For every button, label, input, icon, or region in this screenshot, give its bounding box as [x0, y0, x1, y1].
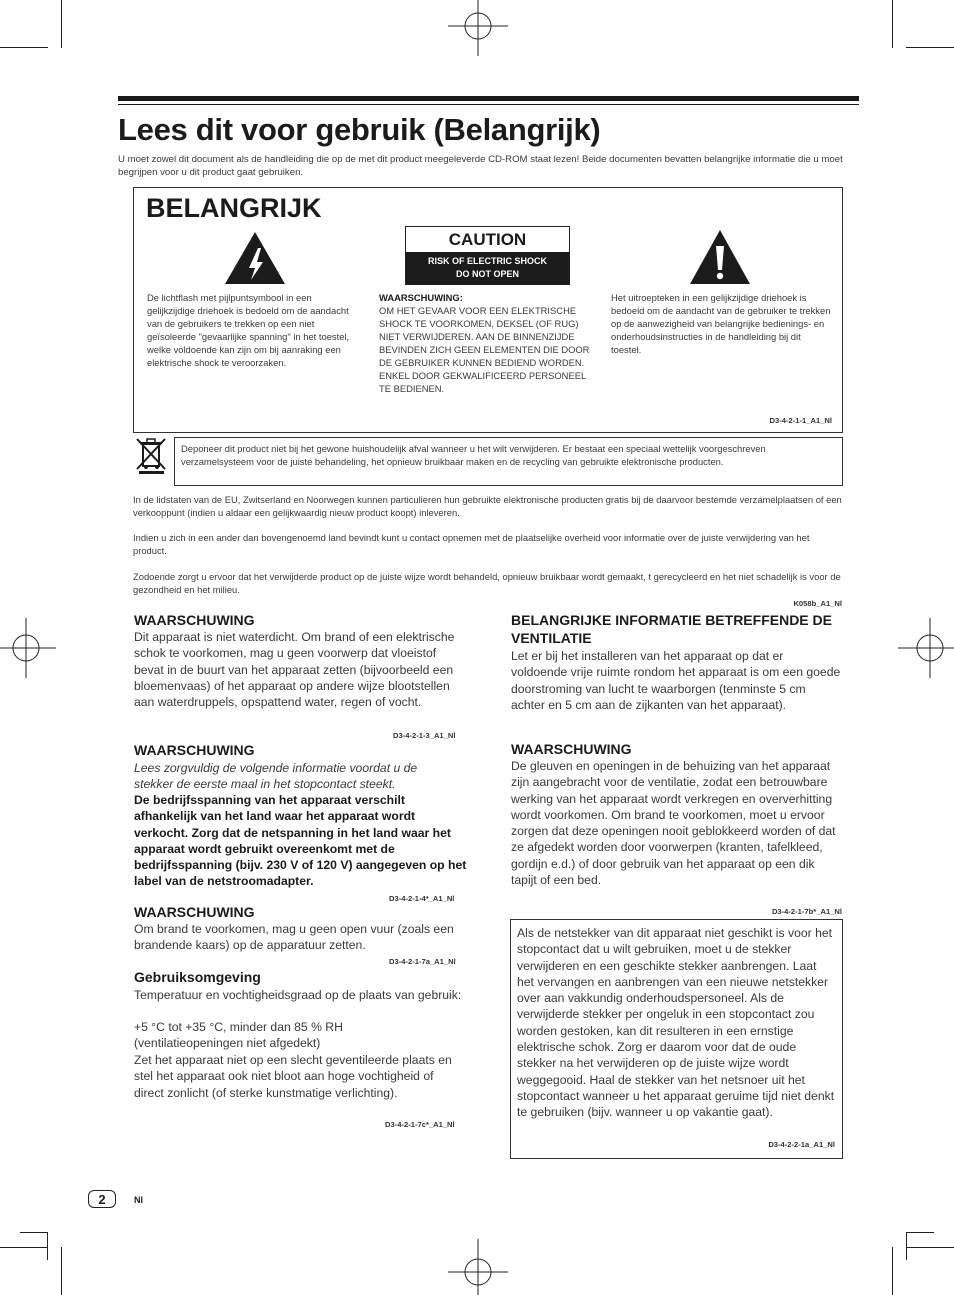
intro-text: U moet zowel dit document als de handleiding die op de met dit product meegeleverde CD-ROM staat lezen! Beide documenten bevatten belangrijke informatie die u moet begrijpen voor u dit product gaat gebruiken.: [118, 154, 843, 178]
electric-shock-warning-icon: [223, 230, 287, 286]
caution-title: CAUTION: [448, 230, 527, 249]
registration-mark-top: [448, 0, 508, 56]
left-warning-heading-1: WAARSCHUWING: [134, 612, 255, 628]
caution-line-1: RISK OF ELECTRIC SHOCK: [427, 256, 547, 266]
environment-text-3: Zet het apparaat niet op een slecht geventileerde plaats en stel het apparaat ook niet bloot aan hoge vochtigheid of direct zonlicht (of sterke kunstmatige verlichting).: [134, 1053, 452, 1100]
crossed-bin-icon: [134, 436, 168, 474]
important-heading: BELANGRIJK: [146, 193, 322, 223]
registration-mark-left: [0, 618, 56, 678]
page-number: 2: [88, 1190, 116, 1208]
caution-banner: [406, 252, 569, 284]
ventilation-heading: BELANGRIJKE INFORMATIE BETREFFENDE DE VENTILATIE: [511, 612, 832, 646]
disposal-para-1: In de lidstaten van de EU, Zwitserland en Noorwegen kunnen particulieren hun gebruikte elektronische producten gratis bij de daarvoor bestemde verzamelplaatsen of een verkooppunt (indien u aldaar een gelijkwaardig nieuw product koopt) inleveren.: [133, 494, 842, 518]
language-code: Nl: [134, 1195, 143, 1205]
registration-mark-bottom: [448, 1239, 508, 1295]
disposal-para-2: Indien u zich in een ander dan bovengenoemd land bevindt kunt u contact opnemen met de plaatselijke overheid voor informatie over de juiste verwijdering van het product.: [133, 532, 810, 556]
left-warning-italic-2: Lees zorgvuldig de volgende informatie voordat u de stekker de eerste maal in het stopcontact steekt.: [134, 761, 418, 792]
left-code-2: D3-4-2-1-4*_A1_Nl: [389, 894, 455, 903]
left-warning-bold-2: De bedrijfsspanning van het apparaat verschilt afhankelijk van het land waar het apparaat wordt verkocht. Zorg dat de netspanning in het land waar het apparaat wordt gebruikt overeenkomt met de bedrijfsspanning (bijv. 230 V of 120 V) aangegeven op het label van de netstroomadapter.: [134, 793, 467, 889]
warning-uppercase-text: OM HET GEVAAR VOOR EEN ELEKTRISCHE SHOCK TE VOORKOMEN, DEKSEL (OF RUG) NIET VERWIJDEREN. AAN DE BINNENZIJDE BEVINDEN ZICH GEEN ELEMENTEN DIE DOOR DE GEBRUIKER KUNNEN BEDIEND WORDEN. ENKEL DOOR GEKWALIFICEERD PERSONEEL TE BEDIENEN.: [379, 305, 590, 394]
ventilation-text: Let er bij het installeren van het apparaat op dat er voldoende vrije ruimte rondom het apparaat is om een goede doorstroming van lucht te waarborgen (tenminste 5 cm achter en 5 cm aan de zijkanten van het apparaat).: [511, 649, 841, 712]
right-warning-heading: WAARSCHUWING: [511, 741, 632, 757]
environment-text-2: +5 °C tot +35 °C, minder dan 85 % RH (ventilatieopeningen niet afgedekt): [134, 1020, 343, 1051]
left-code-1: D3-4-2-1-3_A1_Nl: [393, 731, 456, 740]
plug-notice-code: D3-4-2-2-1a_A1_Nl: [768, 1140, 835, 1149]
header-rule-thin: [118, 104, 859, 105]
left-warning-heading-3: WAARSCHUWING: [134, 904, 255, 920]
warning-label: WAARSCHUWING:: [379, 292, 463, 303]
page-title: Lees dit voor gebruik (Belangrijk): [118, 112, 601, 147]
environment-text-1: Temperatuur en vochtigheidsgraad op de plaats van gebruik:: [134, 988, 462, 1002]
plug-notice-text: Als de netstekker van dit apparaat niet geschikt is voor het stopcontact dat u wilt gebruiken, moet u de stekker verwijderen en een geschikte stekker aanbrengen. Laat het vervangen en aanbrengen van een nieuwe netstekker over aan vakkundig onderhoudspersoneel. Als de verwijderde stekker per ongeluk in een stopcontact zou worden gestoken, kan dit resulteren in een ernstige elektrische schok. Zorg er daarom voor dat de oude stekker na het verwijderen op de juiste wijze wordt weggegooid. Haal de stekker van het netsnoer uit het stopcontact wanneer u het apparaat geruime tijd niet denkt te gebruiken (bijv. wanneer u op vakantie gaat).: [517, 926, 835, 1120]
right-warning-text: De gleuven en openingen in de behuizing van het apparaat zijn aangebracht voor de ventilatie, zodat een betrouwbare werking van het apparaat wordt verkregen en oververhitting wordt voorkomen. Om brand te voorkomen, moet u ervoor zorgen dat deze openingen nooit geblokkeerd worden of dat ze afgedekt worden door voorwerpen (kranten, tafelkleed, gordijn e.d.) of door gebruik van het apparaat op een dik tapijt of een bed.: [511, 759, 836, 888]
important-code: D3-4-2-1-1_A1_Nl: [769, 416, 832, 425]
environment-heading: Gebruiksomgeving: [134, 969, 261, 985]
disposal-code: K058b_A1_Nl: [793, 599, 842, 608]
left-warning-heading-2: WAARSCHUWING: [134, 742, 255, 758]
lightning-symbol-text: De lichtflash met pijlpuntsymbool in een gelijkzijdige driehoek is bedoeld om de aandacht van de gebruikers te trekken op een niet geïsoleerde "gevaarlijke spanning" in het toestel, welke voldoende kan zijn om bij aanraking een elektrische shock te veroorzaken.: [147, 292, 350, 368]
caution-label: [405, 226, 570, 285]
registration-mark-right: [898, 618, 954, 678]
caution-line-2: DO NOT OPEN: [455, 269, 519, 279]
right-code-1: D3-4-2-1-7b*_A1_Nl: [771, 907, 842, 916]
exclamation-warning-icon: [688, 228, 752, 286]
left-warning-text-1: Dit apparaat is niet waterdicht. Om brand of een elektrische schok te voorkomen, mag u geen voorwerp dat vloeistof bevat in de buurt van het apparaat zetten (bijvoorbeeld een bloemenvaas) of het apparaat op andere wijze blootstellen aan waterdruppels, opspattend water, regen of vocht.: [134, 630, 455, 710]
exclamation-symbol-text: Het uitroepteken in een gelijkzijdige driehoek is bedoeld om de aandacht van de gebruiker te trekken op de aanwezigheid van belangrijke bedienings- en onderhoudsinstructies in de handleiding bij dit toestel.: [611, 292, 831, 355]
disposal-box-text: Deponeer dit product niet bij het gewone huishoudelijk afval wanneer u het wilt verwijderen. Er bestaat een speciaal wettelijk voorgeschreven verzamelsysteem voor de juiste behandeling, het opnieuw bruikbaar maken en de recycling van gebruikte elektronische producten.: [181, 443, 766, 467]
left-code-3: D3-4-2-1-7a_A1_Nl: [389, 957, 456, 966]
disposal-para-3: Zodoende zorgt u ervoor dat het verwijderde product op de juiste wijze wordt behandeld, opnieuw bruikbaar wordt gemaakt, t gerecycleerd en het niet schadelijk is voor de gezondheid en het milieu.: [133, 571, 841, 595]
left-warning-text-3: Om brand te voorkomen, mag u geen open vuur (zoals een brandende kaars) op de apparatuur zetten.: [134, 922, 454, 953]
left-code-4: D3-4-2-1-7c*_A1_Nl: [385, 1120, 455, 1129]
header-rule-thick: [118, 96, 859, 101]
